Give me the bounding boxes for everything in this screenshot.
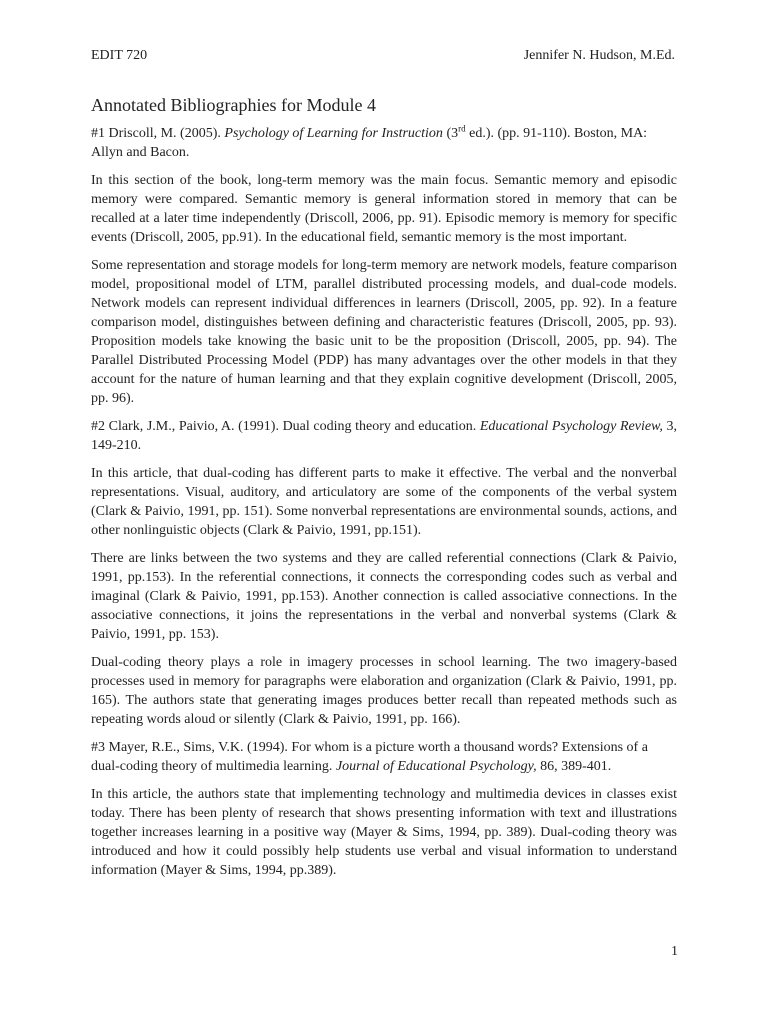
- course-code: EDIT 720: [91, 48, 148, 63]
- page-header: [91, 48, 675, 64]
- citation-1-suffix: ed.). (pp. 91-110). Boston, MA: Allyn and Bacon.: [91, 126, 648, 160]
- citation-1-book-title: Psychology of Learning for Instruction: [224, 126, 443, 141]
- citation-2-suffix: 3, 149-210.: [91, 419, 677, 453]
- page-number: 1: [671, 944, 678, 959]
- citation-1: [91, 124, 677, 162]
- document-body: [91, 94, 677, 889]
- citation-3: [91, 738, 677, 776]
- author-name: Jennifer N. Hudson, M.Ed.: [523, 48, 675, 63]
- citation-2-journal: Educational Psychology Review,: [479, 419, 663, 434]
- citation-2: [91, 417, 677, 455]
- citation-3-journal: Journal of Educational Psychology,: [335, 759, 537, 774]
- citation-2-prefix: #2 Clark, J.M., Paivio, A. (1991). Dual coding theory and education.: [91, 419, 480, 434]
- entry-1-paragraph-1: In this section of the book, long-term memory was the main focus. Semantic memory and episodic memory were compared. Semantic memory is general information stored in memory that can be recalled at a later time independently (Driscoll, 2006, pp. 91). Episodic memory is memory for specific events (Driscoll, 2005, pp.91). In the educational field, semantic memory is the most important.: [91, 173, 677, 245]
- citation-1-prefix: #1 Driscoll, M. (2005).: [91, 126, 225, 141]
- citation-3-suffix: 86, 389-401.: [536, 759, 612, 774]
- entry-1-paragraph-2: Some representation and storage models for long-term memory are network models, feature comparison model, propositional model of LTM, parallel distributed processing models, and dual-code models. Network models can represent individual differences in learners (Driscoll, 2005, pp. 92). In a feature comparison model, distinguishes between defining and characteristic features (Driscoll, 2005, pp. 93). Proposition models take knowing the basic unit to be the proposition (Driscoll, 2005, pp. 94). The Parallel Distributed Processing Model (PDP) has many advantages over the other models in that they account for the nature of human learning and that they explain cognitive development (Driscoll, 2005, pp. 96).: [91, 258, 677, 406]
- entry-2-paragraph-1: In this article, that dual-coding has different parts to make it effective. The verbal and the nonverbal representations. Visual, auditory, and articulatory are some of the components of the verbal system (Clark & Paivio, 1991, pp. 151). Some nonverbal representations are environmental sounds, actions, and other nonlinguistic objects (Clark & Paivio, 1991, pp.151).: [91, 466, 677, 538]
- citation-3-prefix: #3 Mayer, R.E., Sims, V.K. (1994). For whom is a picture worth a thousand words? Extensions of a dual-coding theory of multimedia learning.: [91, 740, 648, 774]
- document-title: Annotated Bibliographies for Module 4: [91, 95, 376, 115]
- entry-2-paragraph-2: There are links between the two systems and they are called referential connections (Clark & Paivio, 1991, pp.153). In the referential connections, it connects the corresponding codes such as verbal and imaginal (Clark & Paivio, 1991, pp.153). Another connection is called associative connections. In the associative connections, it joins the representations in the verbal and nonverbal systems (Clark & Paivio, 1991, pp. 153).: [91, 551, 677, 642]
- entry-2-paragraph-3: Dual-coding theory plays a role in imagery processes in school learning. The two imagery-based processes used in memory for paragraphs were elaboration and organization (Clark & Paivio, 1991, pp. 165). The authors state that generating images produces better recall than repeated methods such as repeating words aloud or silently (Clark & Paivio, 1991, pp. 166).: [91, 655, 677, 727]
- citation-1-edition-sup: rd: [458, 123, 466, 134]
- entry-3-paragraph-1: In this article, the authors state that implementing technology and multimedia devices in classes exist today. There has been plenty of research that shows presenting information with text and illustrations together increases learning in a positive way (Mayer & Sims, 1994, pp. 389). Dual-coding theory was introduced and how it could possibly help students use verbal and visual information to understand information (Mayer & Sims, 1994, pp.389).: [91, 787, 677, 878]
- citation-1-edition: (3: [442, 126, 459, 141]
